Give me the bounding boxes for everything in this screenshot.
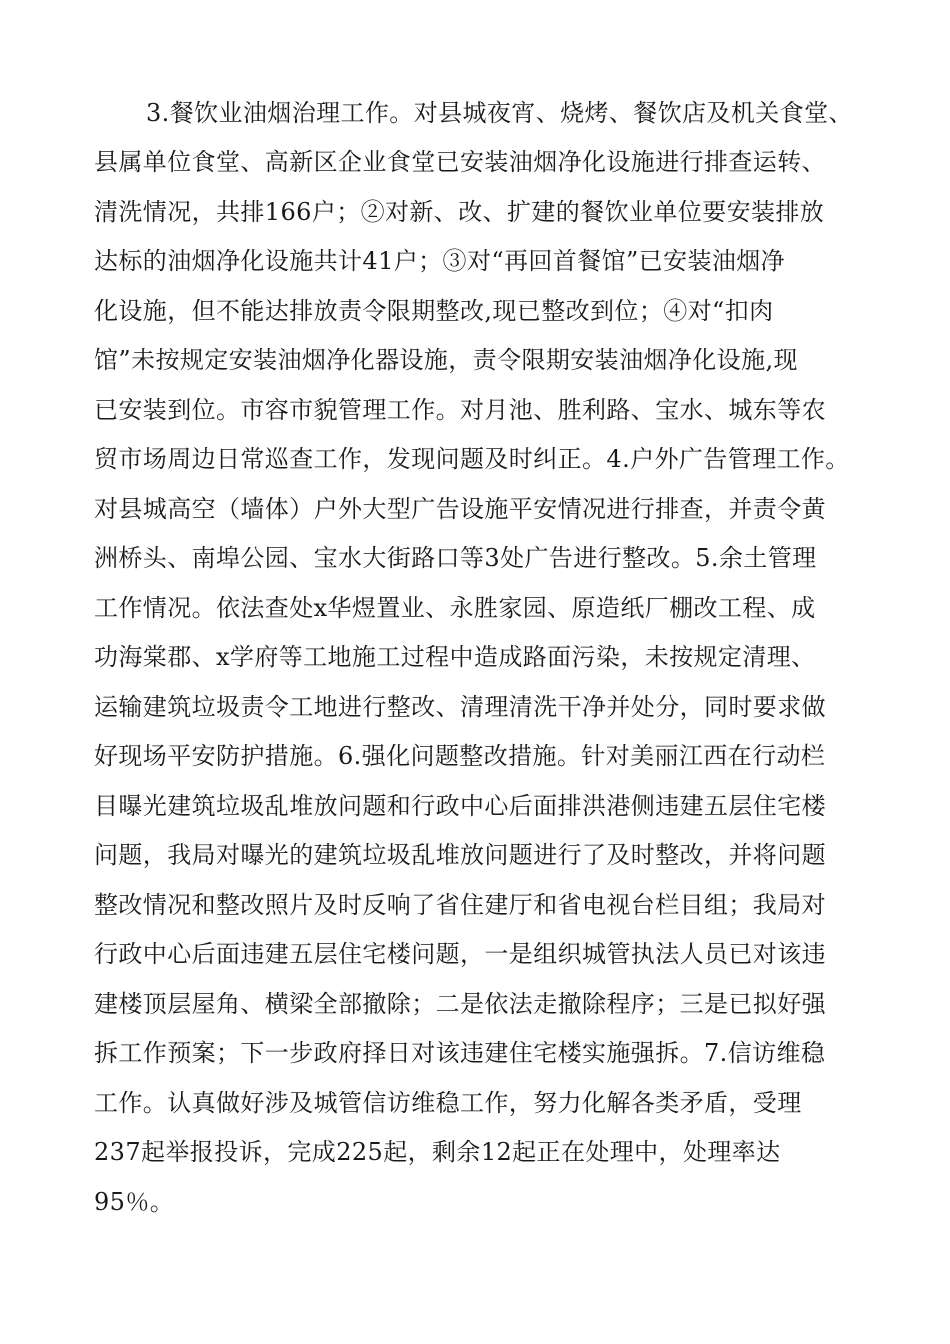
text-line-4: 达标的油烟净化设施共计41户；③对“再回首餐馆”已安装油烟净 xyxy=(94,247,786,275)
text-line-23: 95％。 xyxy=(94,1188,175,1216)
text-line-14: 好现场平安防护措施。6.强化问题整改措施。针对美丽江西在行动栏 xyxy=(94,742,826,770)
text-line-15: 目曝光建筑垃圾乱堆放问题和行政中心后面排洪港侧违建五层住宅楼 xyxy=(94,792,826,820)
text-line-20: 拆工作预案；下一步政府择日对该违建住宅楼实施强拆。7.信访维稳 xyxy=(94,1039,826,1067)
text-line-13: 运输建筑垃圾责令工地进行整改、清理清洗干净并处分，同时要求做 xyxy=(94,693,826,721)
text-line-10: 洲桥头、南埠公园、宝水大街路口等3处广告进行整改。5.余土管理 xyxy=(94,544,817,572)
text-line-16: 问题，我局对曝光的建筑垃圾乱堆放问题进行了及时整改，并将问题 xyxy=(94,841,826,869)
text-line-19: 建楼顶层屋角、横梁全部撤除；二是依法走撤除程序；三是已拟好强 xyxy=(94,990,826,1018)
text-line-11: 工作情况。依法查处x华煜置业、永胜家园、原造纸厂棚改工程、成 xyxy=(94,594,816,622)
text-line-6: 馆”未按规定安装油烟净化器设施，责令限期安装油烟净化设施,现 xyxy=(94,346,798,374)
text-line-21: 工作。认真做好涉及城管信访维稳工作，努力化解各类矛盾，受理 xyxy=(94,1089,802,1117)
text-line-9: 对县城高空（墙体）户外大型广告设施平安情况进行排查，并责令黄 xyxy=(94,495,826,523)
text-line-5: 化设施，但不能达排放责令限期整改,现已整改到位；④对“扣肉 xyxy=(94,297,774,325)
text-line-17: 整改情况和整改照片及时反响了省住建厅和省电视台栏目组；我局对 xyxy=(94,891,826,919)
text-line-22: 237起举报投诉，完成225起，剩余12起正在处理中，处理率达 xyxy=(94,1138,781,1166)
text-line-18: 行政中心后面违建五层住宅楼问题，一是组织城管执法人员已对该违 xyxy=(94,940,826,968)
text-line-8: 贸市场周边日常巡查工作，发现问题及时纠正。4.户外广告管理工作。 xyxy=(94,445,850,473)
text-line-1: 3.餐饮业油烟治理工作。对县城夜宵、烧烤、餐饮店及机关食堂、 xyxy=(146,99,853,127)
text-line-7: 已安装到位。市容市貌管理工作。对月池、胜利路、宝水、城东等农 xyxy=(94,396,826,424)
text-line-12: 功海棠郡、x学府等工地施工过程中造成路面污染，未按规定清理、 xyxy=(94,643,816,671)
text-line-2: 县属单位食堂、高新区企业食堂已安装油烟净化设施进行排查运转、 xyxy=(94,148,826,176)
text-line-3: 清洗情况，共排166户；②对新、改、扩建的餐饮业单位要安装排放 xyxy=(94,198,825,226)
